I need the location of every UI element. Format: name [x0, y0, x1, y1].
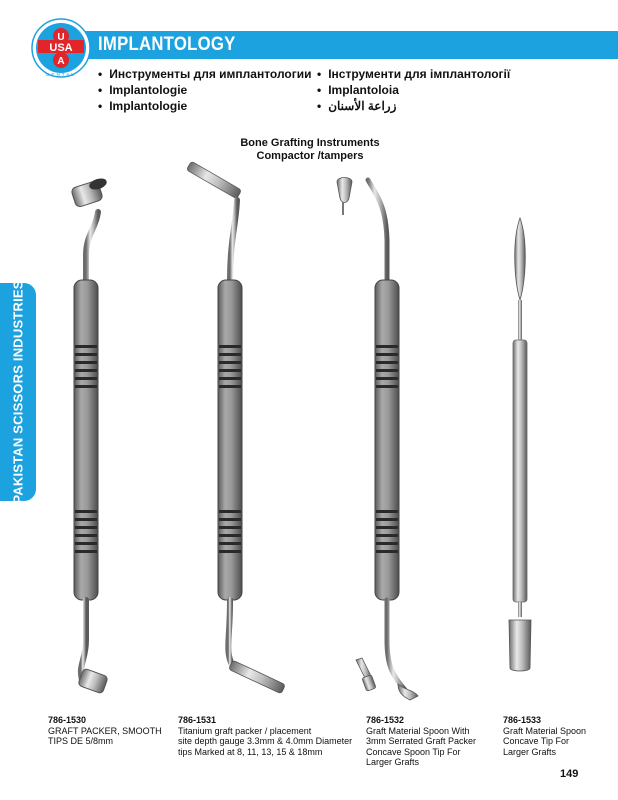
product-caption-786-1533 [503, 715, 586, 757]
product-desc-line: TIPS DE 5/8mm [48, 736, 114, 746]
section-title-line1: Bone Grafting Instruments [240, 137, 380, 149]
product-desc-line: tips Marked at 8, 11, 13, 15 & 18mm [178, 746, 323, 757]
language-item: • Implantologie [98, 98, 312, 114]
language-item: • Інструменти для імплантології [317, 66, 510, 82]
page-title: IMPLANTOLOGY [98, 34, 236, 55]
instrument-786-1530 [71, 176, 109, 693]
product-caption-786-1532 [366, 715, 476, 768]
instrument-786-1531 [186, 161, 285, 694]
product-desc-line: GRAFT PACKER, SMOOTH [48, 725, 162, 736]
side-tab-label: PAKISTAN SCISSORS INDUSTRIES [10, 280, 26, 504]
section-title-line2: Compactor /tampers [256, 150, 364, 162]
product-code: 786-1533 [503, 715, 542, 725]
logo-arc-text: DENTAL [46, 72, 76, 77]
product-desc-line: Larger Grafts [503, 746, 557, 757]
page-number: 149 [560, 768, 579, 780]
product-desc-line: Graft Material Spoon With [366, 725, 470, 736]
language-item: • Implantologie [98, 82, 312, 98]
language-item: • زراعة الأسنان [317, 98, 510, 114]
logo-text-usa: USA [49, 42, 73, 54]
logo-letter-bottom: A [57, 56, 65, 67]
product-desc-line: Concave Tip For [503, 736, 570, 746]
instrument-786-1533 [509, 218, 531, 671]
product-desc-line: Larger Grafts [366, 757, 420, 767]
product-desc-line: Titanium graft packer / placement [178, 725, 312, 736]
product-caption-786-1531 [178, 715, 352, 757]
product-desc-line: Graft Material Spoon [503, 725, 587, 736]
product-code: 786-1530 [48, 715, 87, 725]
product-code: 786-1532 [366, 715, 405, 725]
language-item: • Инструменты для имплантологии [98, 66, 312, 82]
product-desc-line: 3mm Serrated Graft Packer [366, 736, 477, 746]
logo-letter-top: U [57, 32, 65, 43]
product-caption-786-1530 [48, 715, 162, 747]
product-code: 786-1531 [178, 715, 217, 725]
product-desc-line: Concave Spoon Tip For [366, 746, 461, 757]
instrument-786-1532 [337, 178, 418, 701]
language-item: • Implantoloia [317, 82, 510, 98]
product-desc-line: site depth gauge 3.3mm & 4.0mm Diameter [178, 736, 353, 746]
